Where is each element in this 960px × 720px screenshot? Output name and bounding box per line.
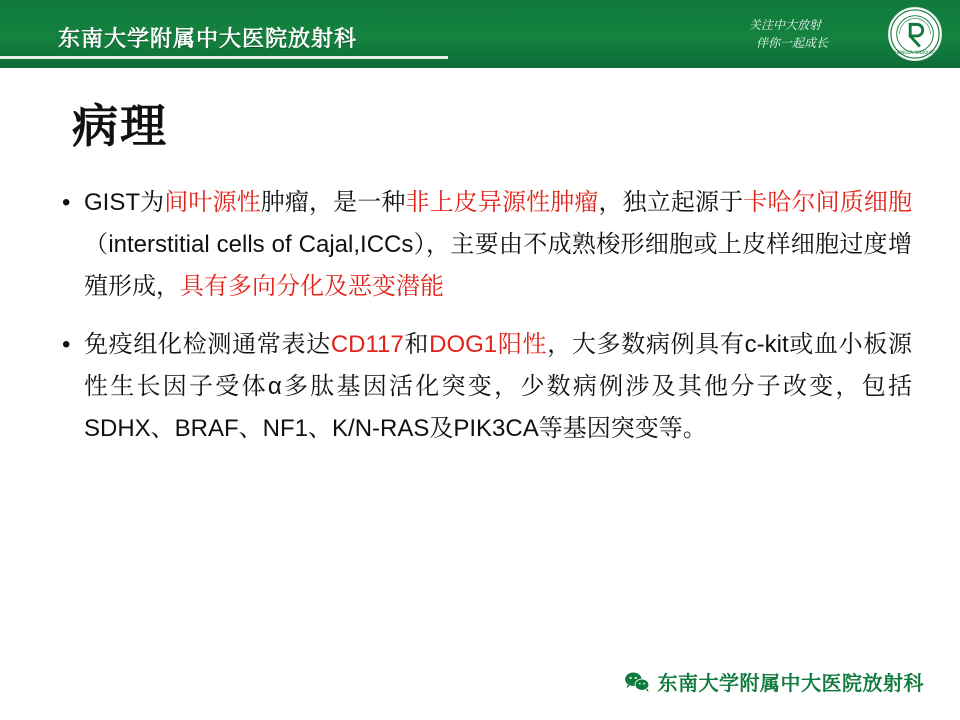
text-run: 免疫组化检测通常表达 — [84, 331, 331, 358]
bullet-marker: • — [62, 189, 71, 216]
text-run-highlight: DOG1阳性 — [429, 331, 548, 358]
bullet-paragraph — [84, 182, 912, 308]
slide-header-band — [0, 0, 960, 68]
text-run: ，独立起源于 — [598, 189, 744, 216]
text-run-highlight: 间叶源性 — [164, 189, 261, 216]
bullet-item — [62, 324, 912, 450]
text-run: ，大多数病例具有c-kit或血小板源性生长因子受体α多肽基因活化突变，少数病例涉及其他分子改变，包括SDHX、BRAF、NF1、K/N-RAS及PIK3CA等基因突变等。 — [84, 331, 913, 442]
wechat-icon — [624, 671, 650, 693]
header-department-title: 东南大学附属中大医院放射科 — [58, 26, 358, 51]
text-run-highlight: CD117 — [330, 331, 404, 358]
svg-text:ZHONGDA RADIOLOGY: ZHONGDA RADIOLOGY — [892, 50, 938, 56]
text-run: GIST为 — [84, 189, 165, 216]
hospital-radiology-logo — [888, 7, 942, 61]
bullet-paragraph — [84, 324, 912, 450]
text-run: （interstitial cells of Cajal,ICCs），主要由不成熟梭形细胞或上皮样细胞过度增殖形成， — [84, 231, 912, 300]
bullet-marker: • — [62, 331, 71, 358]
text-run-highlight: 非上皮异源性肿瘤 — [405, 189, 599, 216]
text-run: 和 — [403, 331, 430, 358]
header-slogan-line-2: 伴你一起成长 — [755, 36, 828, 50]
text-run: 肿瘤，是一种 — [260, 189, 406, 216]
footer-account-name: 东南大学附属中大医院放射科 — [657, 673, 924, 695]
page-title: 病理 — [72, 100, 168, 152]
header-slogan-line-1: 关注中大放射 — [748, 18, 821, 32]
slide-footer — [624, 667, 925, 696]
header-title-underline — [0, 56, 448, 59]
header-slogan — [720, 16, 850, 52]
slide-body — [62, 182, 912, 466]
text-run-highlight: 具有多向分化及恶变潜能 — [180, 273, 444, 300]
bullet-item — [62, 182, 912, 308]
text-run-highlight: 卡哈尔间质细胞 — [743, 189, 913, 216]
